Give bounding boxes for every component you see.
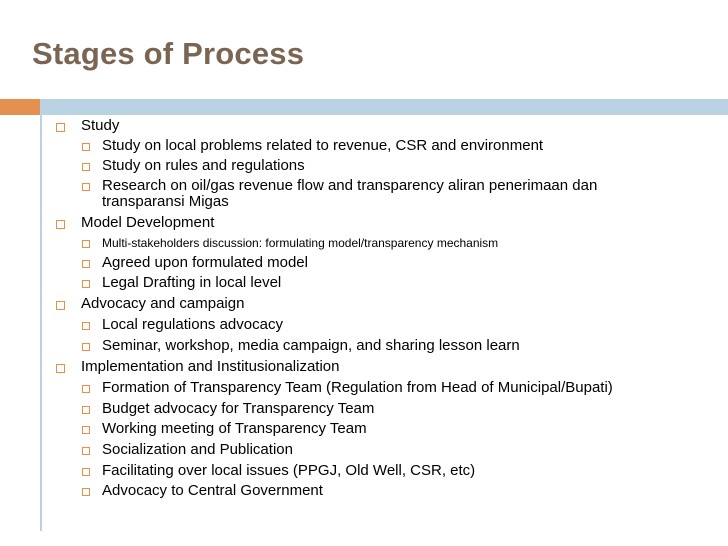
list-item xyxy=(82,275,682,291)
item-text: Legal Drafting in local level xyxy=(102,274,282,291)
item-text: Socialization and Publication xyxy=(102,441,293,458)
hollow-square-bullet-icon xyxy=(82,406,90,414)
item-text: Multi-stakeholders discussion: formulating model/transparency mechanism xyxy=(102,236,499,250)
item-text: Research on oil/gas revenue flow and transparency aliran penerimaan dan transparansi Migas xyxy=(102,177,598,210)
hollow-square-bullet-icon xyxy=(82,240,90,248)
item-text: Agreed upon formulated model xyxy=(102,254,308,271)
item-text: Budget advocacy for Transparency Team xyxy=(102,400,375,417)
list-item xyxy=(82,442,682,458)
hollow-square-bullet-icon xyxy=(82,280,90,288)
section-label: Implementation and Institusionalization xyxy=(81,358,340,375)
hollow-square-bullet-icon xyxy=(82,322,90,330)
hollow-square-bullet-icon xyxy=(56,301,65,310)
item-text: Study on rules and regulations xyxy=(102,157,305,174)
list-item xyxy=(82,138,682,154)
item-text: Seminar, workshop, media campaign, and sharing lesson learn xyxy=(102,337,520,354)
hollow-square-bullet-icon xyxy=(82,468,90,476)
list-item xyxy=(82,421,682,437)
hollow-square-bullet-icon xyxy=(56,220,65,229)
list-item-study xyxy=(56,118,119,134)
list-item xyxy=(82,380,702,396)
item-text: Local regulations advocacy xyxy=(102,316,283,333)
section-label: Advocacy and campaign xyxy=(81,295,245,312)
list-item xyxy=(82,483,682,499)
hollow-square-bullet-icon xyxy=(82,260,90,268)
item-text: Advocacy to Central Government xyxy=(102,482,323,499)
slide-title: Stages of Process xyxy=(32,36,305,71)
hollow-square-bullet-icon xyxy=(82,143,90,151)
list-item xyxy=(82,401,682,417)
hollow-square-bullet-icon xyxy=(82,447,90,455)
item-text: Formation of Transparency Team (Regulation from Head of Municipal/Bupati) xyxy=(102,379,613,396)
hollow-square-bullet-icon xyxy=(82,183,90,191)
item-text: Facilitating over local issues (PPGJ, Old Well, CSR, etc) xyxy=(102,462,476,479)
hollow-square-bullet-icon xyxy=(82,163,90,171)
hollow-square-bullet-icon xyxy=(56,364,65,373)
list-item xyxy=(82,463,682,479)
hollow-square-bullet-icon xyxy=(82,385,90,393)
item-text: Working meeting of Transparency Team xyxy=(102,420,367,437)
hollow-square-bullet-icon xyxy=(56,123,65,132)
hollow-square-bullet-icon xyxy=(82,343,90,351)
list-item xyxy=(82,158,682,174)
item-text: Study on local problems related to revenue, CSR and environment xyxy=(102,137,544,154)
list-item-model-development xyxy=(56,215,214,231)
list-item xyxy=(82,317,682,333)
section-label: Model Development xyxy=(81,214,215,231)
list-item xyxy=(82,338,682,354)
list-item xyxy=(82,255,682,271)
hollow-square-bullet-icon xyxy=(82,488,90,496)
hollow-square-bullet-icon xyxy=(82,426,90,434)
list-item-implementation xyxy=(56,359,340,375)
list-item-advocacy-and-campaign xyxy=(56,296,244,312)
list-item xyxy=(82,178,642,210)
list-item xyxy=(82,236,682,251)
section-label: Study xyxy=(81,117,120,134)
